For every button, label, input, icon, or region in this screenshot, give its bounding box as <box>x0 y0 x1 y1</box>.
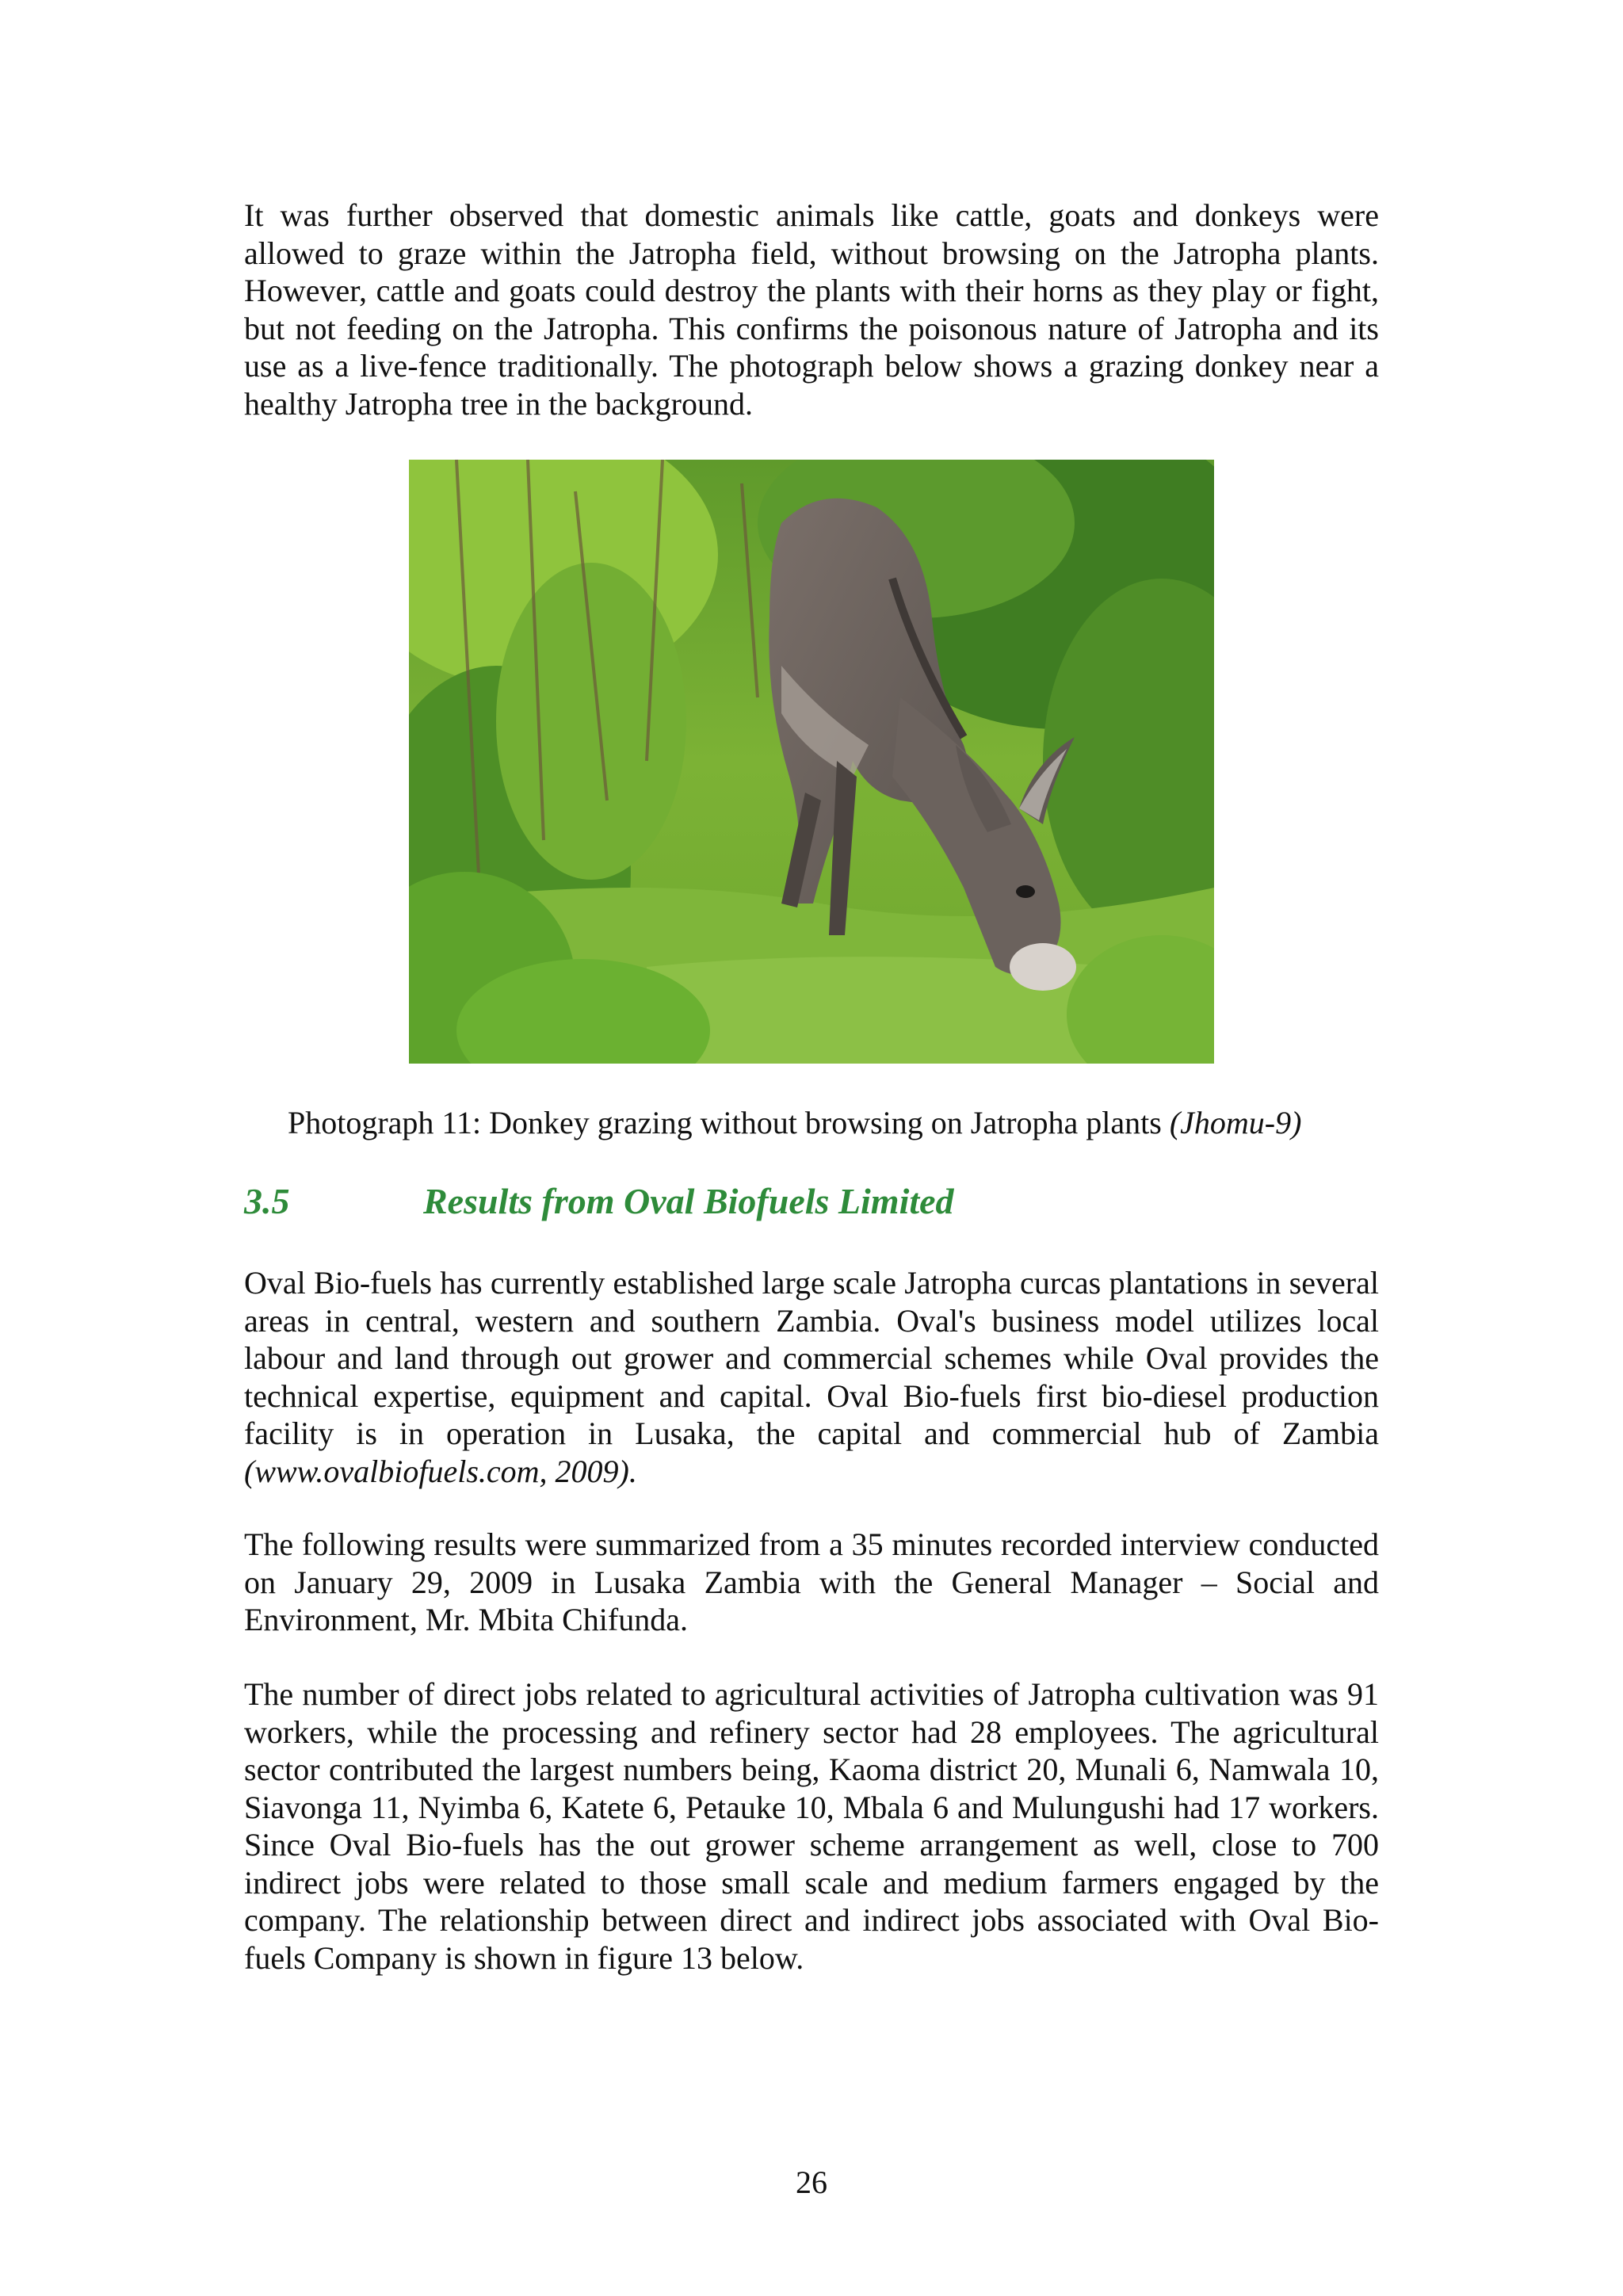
paragraph-2-citation: (www.ovalbiofuels.com, 2009). <box>244 1453 637 1489</box>
section-heading <box>244 1179 954 1224</box>
paragraph-jobs: The number of direct jobs related to agricultural activities of Jatropha cultivation was 91 workers, while the processing and refinery sector had 28 employees. The agricultural sector contributed the largest numbers being, Kaoma district 20, Munali 6, Namwala 10, Siavonga 11, Nyimba 6, Katete 6, Petauke 10, Mbala 6 and Mulungushi had 17 workers. Since Oval Bio-fuels has the out grower scheme arrangement as well, close to 700 indirect jobs were related to those small scale and medium farmers engaged by the company. The relationship between direct and indirect jobs associated with Oval Bio-fuels Company is shown in figure 13 below. <box>244 1676 1379 1976</box>
caption-text: Photograph 11: Donkey grazing without browsing on Jatropha plants <box>288 1105 1170 1140</box>
caption-source: (Jhomu-9) <box>1169 1105 1302 1140</box>
page-number: 26 <box>796 2164 827 2200</box>
section-title: Results from Oval Biofuels Limited <box>423 1181 954 1221</box>
paragraph-2-text: Oval Bio-fuels has currently established large scale Jatropha curcas plantations in several areas in central, western and southern Zambia. Oval's business model utilizes local labour and land through out grower and commercial schemes while Oval provides the technical expertise, equipment and capital. Oval Bio-fuels first bio-diesel production facility is in operation in Lusaka, the capital and commercial hub of Zambia <box>244 1265 1379 1451</box>
paragraph-interview: The following results were summarized from a 35 minutes recorded interview conducted on January 29, 2009 in Lusaka Zambia with the General Manager – Social and Environment, Mr. Mbita Chifunda. <box>244 1526 1379 1637</box>
section-number: 3.5 <box>244 1181 290 1221</box>
photograph-donkey-grazing <box>409 460 1214 1064</box>
photo-caption <box>288 1104 1301 1142</box>
paragraph-grazing-observation: It was further observed that domestic animals like cattle, goats and donkeys were allowed to graze within the Jatropha field, without browsing on the Jatropha plants. However, cattle and goats could destroy the plants with their horns as they play or fight, but not feeding on the Jatropha. This confirms the poisonous nature of Jatropha and its use as a live-fence traditionally. The photograph below shows a grazing donkey near a healthy Jatropha tree in the background. <box>244 197 1379 422</box>
paragraph-oval-biofuels-intro <box>244 1264 1379 1490</box>
